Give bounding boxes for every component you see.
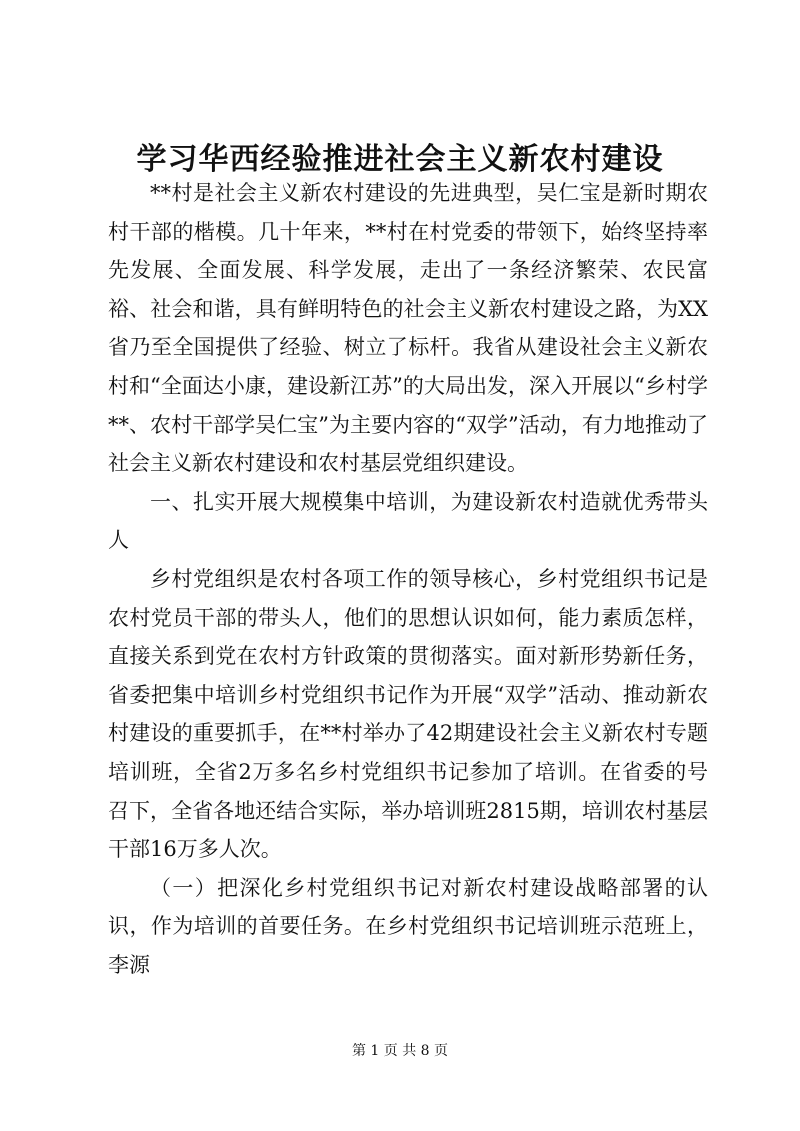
page-footer: 第 1 页 共 8 页 [351, 1043, 449, 1059]
paragraph-intro: **村是社会主义新农村建设的先进典型，吴仁宝是新时期农村干部的楷模。几十年来，**村在村党委的带领下，始终坚持率先发展、全面发展、科学发展，走出了一条经济繁荣、农民富裕、社会和谐，具有鲜明特色的社会主义新农村建设之路，为XX省乃至全国提供了经验、树立了标杆。我省从建设社会主义新农村和“全面达小康，建设新江苏”的大局出发，深入开展以“乡村学**、农村干部学吴仁宝”为主要内容的“双学”活动，有力地推动了社会主义新农村建设和农村基层党组织建设。 [108, 181, 708, 476]
document-body [108, 174, 708, 984]
document-title: 学习华西经验推进社会主义新农村建设 [136, 142, 664, 177]
section-heading-1: 一、扎实开展大规模集中培训，为建设新农村造就优秀带头人 [108, 489, 708, 553]
paragraph-section-1: 乡村党组织是农村各项工作的领导核心，乡村党组织书记是农村党员干部的带头人，他们的思想认识如何，能力素质怎样，直接关系到党在农村方针政策的贯彻落实。面对新形势新任务，省委把集中培训乡村党组织书记作为开展“双学”活动、推动新农村建设的重要抓手，在**村举办了42期建设社会主义新农村专题培训班，全省2万多名乡村党组织书记参加了培训。在省委的号召下，全省各地还结合实际，举办培训班2815期，培训农村基层干部16万多人次。 [108, 566, 708, 862]
paragraph-subsection-1: （一）把深化乡村党组织书记对新农村建设战略部署的认识，作为培训的首要任务。在乡村党组织书记培训班示范班上，李源 [108, 875, 708, 977]
